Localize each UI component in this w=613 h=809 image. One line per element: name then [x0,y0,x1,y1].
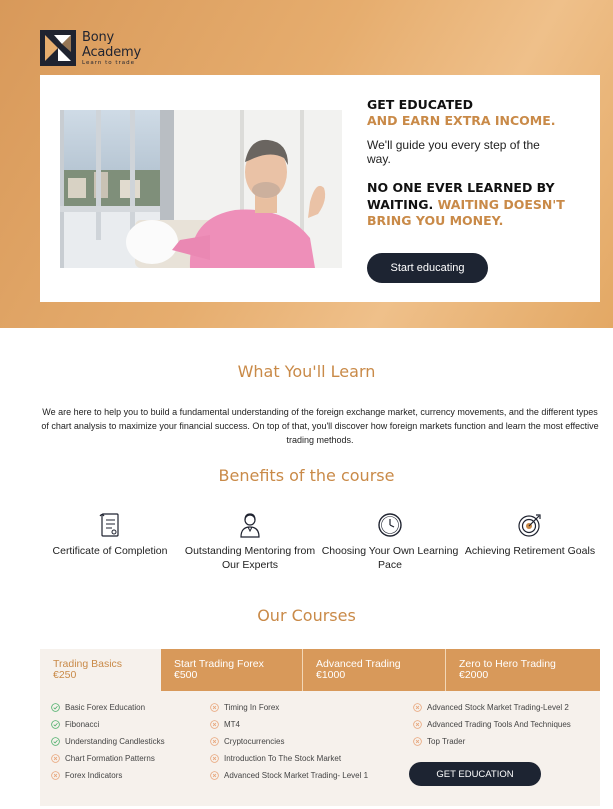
topic-label: Advanced Stock Market Trading-Level 2 [427,703,569,712]
x-circle-icon [413,737,422,746]
benefits-title: Benefits of the course [218,466,395,485]
learn-description: We are here to help you to build a fundamental understanding of the foreign exchange market, currency movements, and the different types of chart analysis to maximize your financial success. On top of that, you'll discover how foreign markets function and learn the most effective trading methods. [41,407,599,445]
hero-text [367,97,587,230]
topic-label: Basic Forex Education [65,703,146,712]
benefit-label: Certificate of Completion [52,545,168,557]
tab-price: €1000 [316,669,346,681]
benefit-mentoring [180,512,320,572]
benefit-label: Outstanding Mentoring from Our Experts [184,545,316,571]
benefits-list [40,512,600,576]
brand-name-line1: Bony [82,29,115,45]
topics-column-3 [413,699,571,750]
topic-label: MT4 [224,720,240,729]
logo-mark-icon [40,30,76,66]
benefit-certificate [40,512,180,558]
topic-item [210,699,368,716]
topic-label: Fibonacci [65,720,100,729]
topic-label: Advanced Trading Tools And Techniques [427,720,571,729]
topic-item [210,767,368,784]
tab-name: Zero to Hero Trading [459,658,556,670]
hero-headline-accent: AND EARN EXTRA INCOME. [367,113,556,128]
check-circle-icon [51,703,60,712]
hero-motto-dark: NO ONE EVER LEARNED BY WAITING. [367,180,555,212]
tab-zero-to-hero[interactable] [446,649,600,691]
tab-trading-basics[interactable] [40,649,161,691]
tab-price: €2000 [459,669,489,681]
tab-price: €500 [174,669,198,681]
brand-logo[interactable] [40,28,141,68]
benefit-retirement [460,512,600,558]
topic-label: Chart Formation Patterns [65,754,155,763]
tab-name: Start Trading Forex [174,658,264,670]
x-circle-icon [51,754,60,763]
hero-motto [367,180,587,230]
hero-card [40,75,600,302]
topic-label: Introduction To The Stock Market [224,754,342,763]
topic-label: Top Trader [427,737,466,746]
certificate-icon [98,512,122,538]
x-circle-icon [413,720,422,729]
hero-video[interactable] [60,110,342,268]
topic-item [51,716,165,733]
topic-item [413,699,571,716]
topic-label: Cryptocurrencies [224,737,285,746]
hero-headline: GET EDUCATED [367,97,474,112]
x-circle-icon [210,720,219,729]
topic-item [210,750,368,767]
x-circle-icon [51,771,60,780]
topic-label: Understanding Candlesticks [65,737,165,746]
topic-item [51,767,165,784]
target-icon [517,512,543,538]
hero-subtitle: We'll guide you every step of the way. [367,138,540,166]
tab-name: Trading Basics [53,658,123,670]
video-thumbnail-image [60,110,342,268]
logo-text [82,30,141,67]
tab-advanced-trading[interactable] [303,649,446,691]
tab-name: Advanced Trading [316,658,401,670]
x-circle-icon [210,754,219,763]
courses-title: Our Courses [257,606,356,625]
check-circle-icon [51,737,60,746]
topic-item [51,750,165,767]
tab-price: €250 [53,669,77,681]
benefit-pace [320,512,460,572]
tab-start-trading-forex[interactable] [161,649,303,691]
topic-item [51,733,165,750]
learn-title: What You'll Learn [237,362,376,381]
topic-item [51,699,165,716]
hero-motto-accent: WAITING DOESN'T BRING YOU MONEY. [367,196,565,228]
topic-label: Advanced Stock Market Trading- Level 1 [224,771,369,780]
topics-column-1 [51,699,165,784]
check-circle-icon [51,720,60,729]
mentor-icon [238,512,262,538]
topic-item [210,716,368,733]
brand-name-line2: Academy [82,44,141,60]
clock-icon [377,512,403,538]
x-circle-icon [210,703,219,712]
x-circle-icon [210,771,219,780]
get-education-button[interactable]: GET EDUCATION [409,762,541,786]
topic-item [413,716,571,733]
topic-label: Forex Indicators [65,771,123,780]
brand-tagline: Learn to trade [82,59,136,66]
course-details-panel [40,691,600,806]
topic-item [413,733,571,750]
topics-column-2 [210,699,368,784]
topic-label: Timing In Forex [224,703,280,712]
course-tabs [40,649,600,691]
topic-item [210,733,368,750]
start-educating-button[interactable]: Start educating [367,253,488,283]
x-circle-icon [413,703,422,712]
benefit-label: Choosing Your Own Learning Pace [321,545,459,571]
benefit-label: Achieving Retirement Goals [464,545,596,557]
x-circle-icon [210,737,219,746]
